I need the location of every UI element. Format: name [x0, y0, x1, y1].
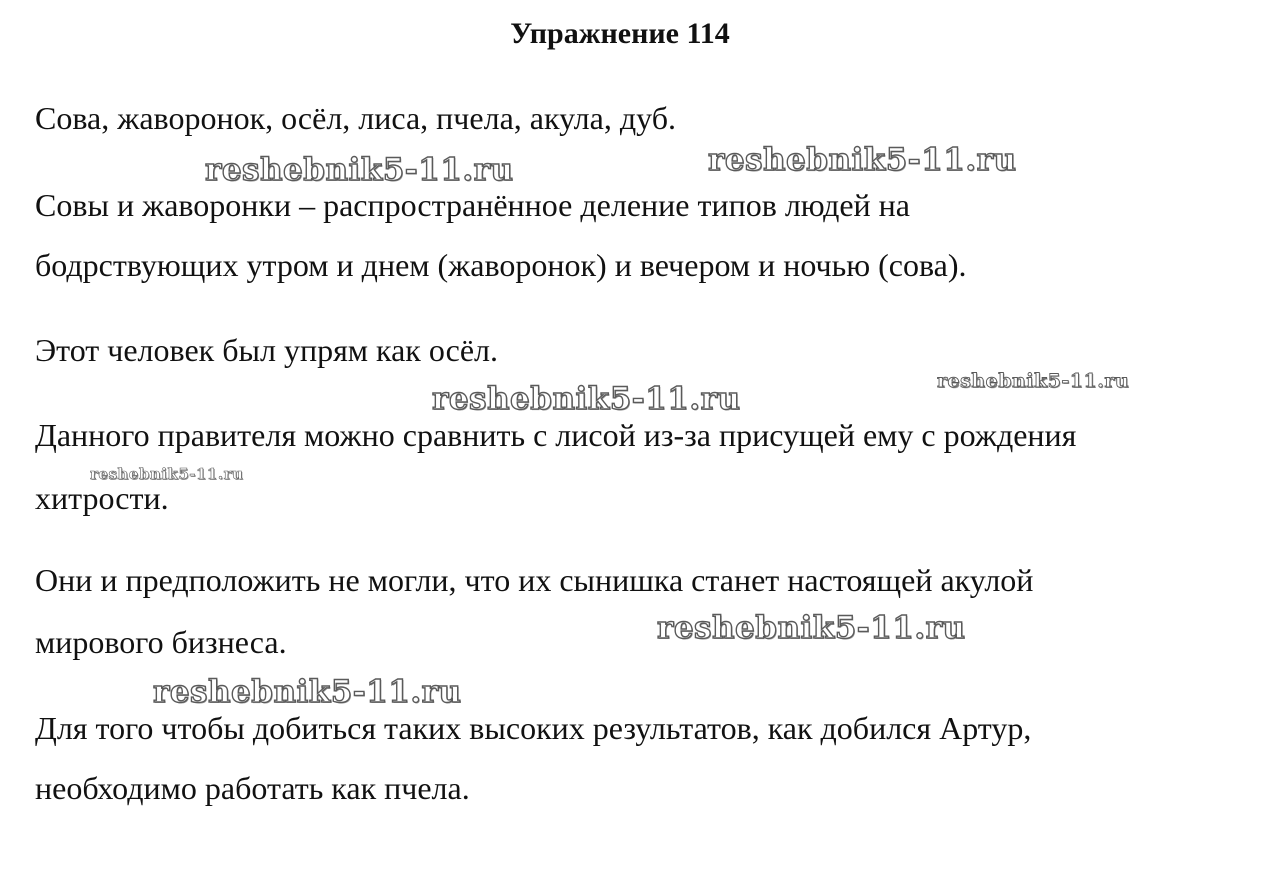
watermark: reshebnik5-11.ru: [657, 610, 966, 646]
text-line-7: Они и предположить не могли, что их сынишка станет настоящей акулой: [35, 562, 1034, 598]
text-line-8: мирового бизнеса.: [35, 624, 287, 660]
exercise-title: Упражнение 114: [510, 17, 730, 50]
watermark: reshebnik5-11.ru: [937, 370, 1130, 392]
text-line-6: хитрости.: [35, 480, 169, 516]
text-line-9: Для того чтобы добиться таких высоких результатов, как добился Артур,: [35, 710, 1032, 746]
text-line-5: Данного правителя можно сравнить с лисой из-за присущей ему с рождения: [35, 417, 1077, 453]
watermark: reshebnik5-11.ru: [153, 674, 462, 710]
watermark: reshebnik5-11.ru: [90, 465, 244, 483]
watermark: reshebnik5-11.ru: [205, 152, 514, 188]
text-line-3: бодрствующих утром и днем (жаворонок) и вечером и ночью (сова).: [35, 247, 967, 283]
text-line-4: Этот человек был упрям как осёл.: [35, 332, 499, 368]
text-line-1: Сова, жаворонок, осёл, лиса, пчела, акула, дуб.: [35, 100, 676, 136]
watermark: reshebnik5-11.ru: [708, 142, 1017, 178]
watermark: reshebnik5-11.ru: [432, 381, 741, 417]
text-line-2: Совы и жаворонки – распространённое деление типов людей на: [35, 187, 910, 223]
text-line-10: необходимо работать как пчела.: [35, 770, 470, 806]
